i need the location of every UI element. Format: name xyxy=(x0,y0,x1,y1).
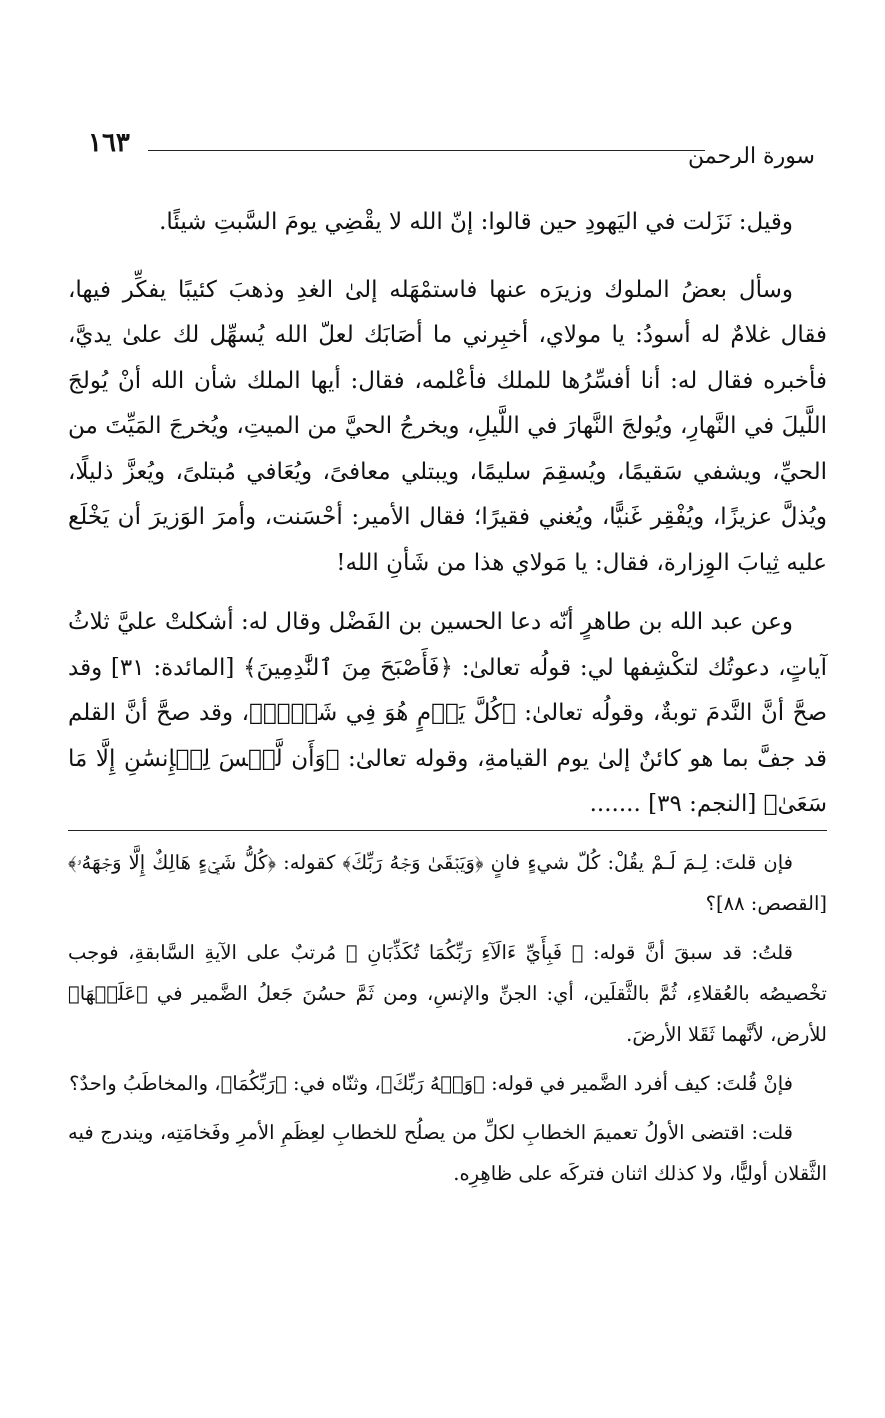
footnote-divider xyxy=(68,830,827,831)
page-number: ١٦٣ xyxy=(88,128,130,158)
footnotes xyxy=(68,842,827,1202)
main-paragraph: وسأل بعضُ الملوك وزيرَه عنها فاستمْهَله إلىٰ الغدِ وذهبَ كئيبًا يفكِّر فيها، فقال غلامٌ له أسودُ: يا مولاي، أخبِرني ما أصَابَك لعلّ الله يُسهِّل لك علىٰ يديَّ، فأخبره فقال له: أنا أفسِّرُها للملك فأعْلمه، فقال: أيها الملك شأن الله أنْ يُولجَ اللَّيلَ في النَّهارِ، ويُولجَ النَّهارَ في اللَّيلِ، ويخرجُ الحيَّ من الميتِ، ويُخرجَ المَيِّتَ من الحيِّ، ويشفي سَقيمًا، ويُسقِمَ سليمًا، ويبتلي معافىً، ويُعَافي مُبتلىً، ويُعزَّ ذليلًا، ويُذلَّ عزيزًا، ويُفْقِر غَنيًّا، ويُغني فقيرًا؛ فقال الأمير: أحْسَنت، وأمرَ الوَزيرَ أن يَخْلَع عليه ثِيابَ الوِزارة، فقال: يا مَولاي هذا من شَأنِ الله! xyxy=(68,276,827,576)
footnote-paragraph: فإن قلتَ: لِـمَ لَـمْ يقُلْ: كُلّ شيءٍ فانٍ ﴿وَيَبۡقَىٰ وَجۡهُ رَبِّكَ﴾ كقوله: ﴿كُلُّ شَيۡءٍ هَالِكٌ إِلَّا وَجۡهَهُۥ﴾ [القصص: ٨٨]؟ xyxy=(68,851,827,915)
main-paragraph: وقيل: نَزَلت في اليَهودِ حين قالوا: إنّ الله لا يقْضِي يومَ السَّبتِ شيئًا. xyxy=(159,209,793,235)
main-text xyxy=(68,200,827,842)
main-paragraph: وعن عبد الله بن طاهرٍ أنّه دعا الحسين بن الفَضْل وقال له: أشكلتْ عليَّ ثلاثُ آياتٍ، دعوتُك لتكْشِفها لي: قولُه تعالىٰ: ﴿فَأَصْبَحَ مِنَ ٱلنَّٰدِمِينَ﴾ [المائدة: ٣١] وقد صحَّ أنَّ النَّدمَ توبةٌ، وقولُه تعالىٰ: ﴿كُلَّ يَوۡمٍ هُوَ فِي شَأۡنٖ﴾، وقد صحَّ أنَّ القلم قد جفَّ بما هو كائنٌ إلىٰ يوم القيامةِ، وقوله تعالىٰ: ﴿وَأَن لَّيۡسَ لِلۡإِنسَٰنِ إِلَّا مَا سَعَىٰ﴾ [النجم: ٣٩] ....... xyxy=(68,609,827,817)
header-rule xyxy=(148,150,705,151)
footnote-paragraph: فإنْ قُلتَ: كيف أفرد الضَّمير في قوله: ﴿وَجۡهُ رَبِّكَ﴾، وثنّاه في: ﴿رَبِّكُمَا﴾، والمخاطَبُ واحدٌ؟ xyxy=(69,1072,793,1095)
footnote-paragraph: قلت: اقتضى الأولُ تعميمَ الخطابِ لكلِّ من يصلُح للخطابِ لعِظَمِ الأمرِ وفَخامَتِه، ويندرج فيه الثَّقلان أوليًّا، ولا كذلك اثنان فتركَه على ظاهِرِه. xyxy=(68,1121,827,1185)
running-header xyxy=(70,128,825,168)
footnote-paragraph: قلتُ: قد سبقَ أنَّ قوله: ﴿ فَبِأَيِّ ءَالَآءِ رَبِّكُمَا تُكَذِّبَانِ ﴾ مُرتبٌ على الآيةِ السَّابقةِ، فوجب تخْصيصُه بالعُقلاءِ، ثُمَّ بالثَّقلَين، أي: الجنِّ والإنسِ، ومن ثَمَّ حسُنَ جَعلُ الضَّمير في ﴿عَلَيۡهَا﴾ للأرض، لأنَّهما ثَقَلا الأرضَ. xyxy=(68,941,827,1046)
surah-title: سورة الرحمن xyxy=(688,144,815,169)
